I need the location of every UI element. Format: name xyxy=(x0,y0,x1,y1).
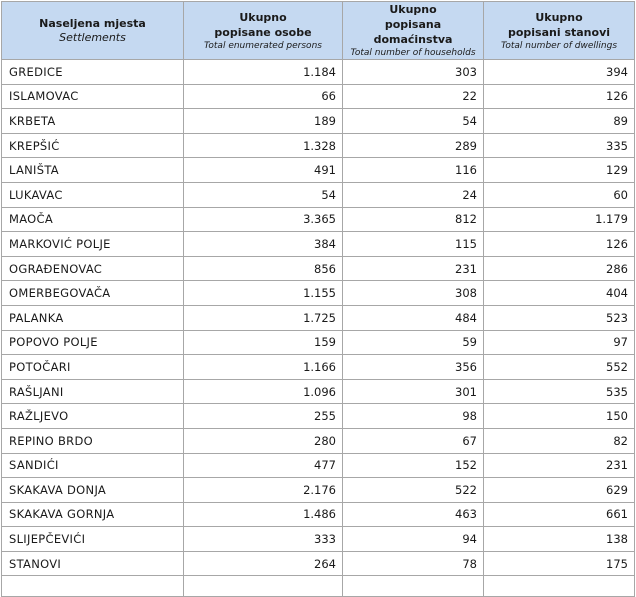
settlement-name-cell: LUKAVAC xyxy=(2,182,184,207)
settlements-table xyxy=(1,1,635,597)
table-row-partial xyxy=(2,576,635,597)
households-count-cell: 303 xyxy=(343,60,484,85)
households-count-cell: 484 xyxy=(343,305,484,330)
dwellings-count-cell: 552 xyxy=(484,355,635,380)
dwellings-count-cell: 1.179 xyxy=(484,207,635,232)
table-row xyxy=(2,207,635,232)
empty-cell xyxy=(484,576,635,597)
settlement-name-cell: REPINO BRDO xyxy=(2,428,184,453)
households-count-cell: 115 xyxy=(343,232,484,257)
table-row xyxy=(2,133,635,158)
households-count-cell: 463 xyxy=(343,502,484,527)
persons-count-cell: 333 xyxy=(184,527,343,552)
persons-count-cell: 3.365 xyxy=(184,207,343,232)
table-row xyxy=(2,379,635,404)
table-row xyxy=(2,330,635,355)
table-row xyxy=(2,428,635,453)
dwellings-count-cell: 82 xyxy=(484,428,635,453)
header-households-title-line2: popisana domaćinstva xyxy=(373,18,453,46)
households-count-cell: 231 xyxy=(343,256,484,281)
dwellings-count-cell: 89 xyxy=(484,109,635,134)
settlement-name-cell: MAOČA xyxy=(2,207,184,232)
persons-count-cell: 1.155 xyxy=(184,281,343,306)
table-row xyxy=(2,404,635,429)
dwellings-count-cell: 126 xyxy=(484,232,635,257)
settlement-name-cell: PALANKA xyxy=(2,305,184,330)
empty-cell xyxy=(2,576,184,597)
settlement-name-cell: RAŽLJEVO xyxy=(2,404,184,429)
header-settlements-subtitle: Settlements xyxy=(59,31,126,44)
settlement-name-cell: RAŠLJANI xyxy=(2,379,184,404)
empty-cell xyxy=(343,576,484,597)
table-row xyxy=(2,551,635,576)
settlement-name-cell: GREDICE xyxy=(2,60,184,85)
dwellings-count-cell: 394 xyxy=(484,60,635,85)
dwellings-count-cell: 535 xyxy=(484,379,635,404)
dwellings-count-cell: 126 xyxy=(484,84,635,109)
dwellings-count-cell: 523 xyxy=(484,305,635,330)
header-persons-subtitle: Total enumerated persons xyxy=(204,40,322,51)
table-row xyxy=(2,305,635,330)
table-row xyxy=(2,478,635,503)
table-row xyxy=(2,84,635,109)
households-count-cell: 22 xyxy=(343,84,484,109)
header-dwellings-subtitle: Total number of dwellings xyxy=(500,40,618,51)
households-count-cell: 116 xyxy=(343,158,484,183)
dwellings-count-cell: 661 xyxy=(484,502,635,527)
households-count-cell: 98 xyxy=(343,404,484,429)
persons-count-cell: 856 xyxy=(184,256,343,281)
header-settlements-title: Naseljena mjesta xyxy=(39,17,146,30)
households-count-cell: 812 xyxy=(343,207,484,232)
settlement-name-cell: POTOČARI xyxy=(2,355,184,380)
persons-count-cell: 280 xyxy=(184,428,343,453)
persons-count-cell: 54 xyxy=(184,182,343,207)
dwellings-count-cell: 175 xyxy=(484,551,635,576)
header-households xyxy=(343,2,484,60)
settlement-name-cell: SANDIĆI xyxy=(2,453,184,478)
header-persons xyxy=(184,2,343,60)
dwellings-count-cell: 129 xyxy=(484,158,635,183)
table-row xyxy=(2,502,635,527)
dwellings-count-cell: 286 xyxy=(484,256,635,281)
header-households-title-line1: Ukupno xyxy=(389,3,437,16)
households-count-cell: 67 xyxy=(343,428,484,453)
households-count-cell: 94 xyxy=(343,527,484,552)
settlement-name-cell: ISLAMOVAC xyxy=(2,84,184,109)
table-row xyxy=(2,158,635,183)
persons-count-cell: 159 xyxy=(184,330,343,355)
persons-count-cell: 264 xyxy=(184,551,343,576)
settlement-name-cell: STANOVI xyxy=(2,551,184,576)
persons-count-cell: 66 xyxy=(184,84,343,109)
persons-count-cell: 255 xyxy=(184,404,343,429)
persons-count-cell: 189 xyxy=(184,109,343,134)
table-header-row xyxy=(2,2,635,60)
dwellings-count-cell: 138 xyxy=(484,527,635,552)
households-count-cell: 522 xyxy=(343,478,484,503)
header-dwellings-title-line1: Ukupno xyxy=(535,10,583,24)
settlement-name-cell: POPOVO POLJE xyxy=(2,330,184,355)
header-households-subtitle: Total number of households xyxy=(350,48,476,58)
settlement-name-cell: KREPŠIĆ xyxy=(2,133,184,158)
dwellings-count-cell: 335 xyxy=(484,133,635,158)
persons-count-cell: 477 xyxy=(184,453,343,478)
persons-count-cell: 384 xyxy=(184,232,343,257)
header-settlements xyxy=(2,2,184,60)
households-count-cell: 78 xyxy=(343,551,484,576)
persons-count-cell: 1.328 xyxy=(184,133,343,158)
settlement-name-cell: LANIŠTA xyxy=(2,158,184,183)
households-count-cell: 308 xyxy=(343,281,484,306)
households-count-cell: 289 xyxy=(343,133,484,158)
header-dwellings xyxy=(484,2,635,60)
dwellings-count-cell: 231 xyxy=(484,453,635,478)
households-count-cell: 54 xyxy=(343,109,484,134)
table-row xyxy=(2,355,635,380)
settlement-name-cell: OGRAĐENOVAC xyxy=(2,256,184,281)
dwellings-count-cell: 60 xyxy=(484,182,635,207)
persons-count-cell: 1.166 xyxy=(184,355,343,380)
dwellings-count-cell: 404 xyxy=(484,281,635,306)
table-row xyxy=(2,256,635,281)
dwellings-count-cell: 150 xyxy=(484,404,635,429)
header-persons-title-line1: Ukupno xyxy=(239,10,287,24)
persons-count-cell: 1.486 xyxy=(184,502,343,527)
settlement-name-cell: OMERBEGOVAČA xyxy=(2,281,184,306)
persons-count-cell: 1.096 xyxy=(184,379,343,404)
table-row xyxy=(2,232,635,257)
table-row xyxy=(2,109,635,134)
households-count-cell: 24 xyxy=(343,182,484,207)
persons-count-cell: 2.176 xyxy=(184,478,343,503)
table-row xyxy=(2,281,635,306)
persons-count-cell: 1.184 xyxy=(184,60,343,85)
households-count-cell: 301 xyxy=(343,379,484,404)
settlement-name-cell: SKAKAVA DONJA xyxy=(2,478,184,503)
households-count-cell: 356 xyxy=(343,355,484,380)
table-row xyxy=(2,60,635,85)
empty-cell xyxy=(184,576,343,597)
table-row xyxy=(2,527,635,552)
settlement-name-cell: SLIJEPČEVIĆI xyxy=(2,527,184,552)
header-persons-title-line2: popisane osobe xyxy=(214,25,312,39)
persons-count-cell: 1.725 xyxy=(184,305,343,330)
settlement-name-cell: SKAKAVA GORNJA xyxy=(2,502,184,527)
settlement-name-cell: KRBETA xyxy=(2,109,184,134)
table-body xyxy=(2,60,635,597)
dwellings-count-cell: 629 xyxy=(484,478,635,503)
households-count-cell: 152 xyxy=(343,453,484,478)
settlement-name-cell: MARKOVIĆ POLJE xyxy=(2,232,184,257)
households-count-cell: 59 xyxy=(343,330,484,355)
header-dwellings-title-line2: popisani stanovi xyxy=(507,25,611,39)
persons-count-cell: 491 xyxy=(184,158,343,183)
table-row xyxy=(2,182,635,207)
dwellings-count-cell: 97 xyxy=(484,330,635,355)
table-row xyxy=(2,453,635,478)
